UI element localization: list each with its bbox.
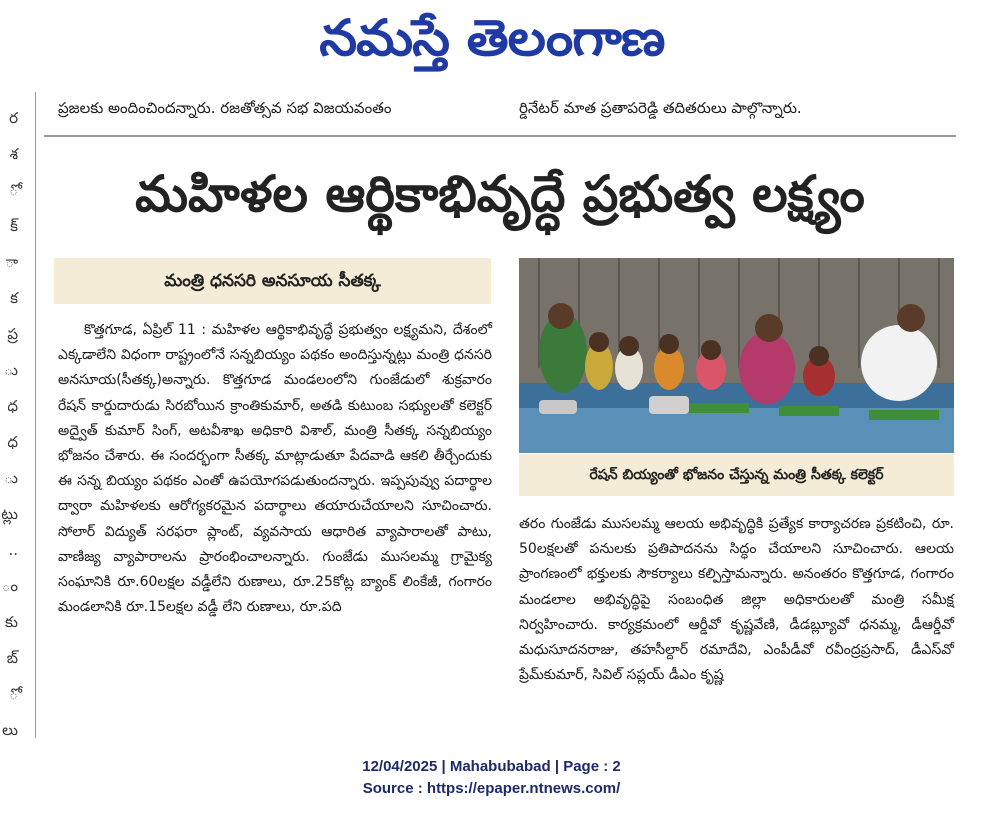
clipped-glyph: శ — [9, 145, 18, 163]
edition-info: 12/04/2025 | Mahabubabad | Page : 2 — [362, 758, 621, 775]
previous-article-line-left: ప్రజలకు అందించిందన్నారు. రజతోత్సవ సభ విజయవంతం — [58, 99, 392, 117]
clipped-glyph: క్ — [10, 217, 18, 235]
clipped-glyph: ట్లు — [1, 505, 18, 523]
article-headline: మహిళల ఆర్థికాభివృద్ధే ప్రభుత్వ లక్ష్యం — [135, 165, 865, 223]
clipped-glyph: .. — [8, 541, 18, 559]
page-footer — [0, 756, 983, 800]
clipped-glyph: బ్ — [6, 649, 18, 667]
clipped-glyph: ధ — [7, 433, 18, 451]
article-body-left: కొత్తగూడ, ఏప్రిల్ 11 : మహిళల ఆర్థికాభివృద్ధే ప్రభుత్వం లక్ష్యమని, దేశంలో ఎక్కడాలేని విధంగా రాష్ట్రంలోనే సన్నబియ్యం పథకం అందిస్తున్నట్లు మంత్రి ధనసరి అనసూయ(సీతక్క)అన్నారు. కొత్తగూడ మండలంలోని గుంజేడులో శుక్రవారం రేషన్ కార్డుదారుడు సిరబోయిన క్రాంతికుమార్, అతడి కుటుంబ సభ్యులతో కలెక్టర్ అద్వైత్ కుమార్ సింగ్, అటవీశాఖ అధికారి విశాల్, మంత్రి సీతక్క సన్నబియ్యం భోజనం చేశారు. ఈ సందర్భంగా సీతక్క మాట్లాడుతూ పేదవాడి ఆకలి తీర్చేందుకు ఈ సన్న బియ్యం పథకం ఎంతో ఉపయోగపడుతుందన్నారు. ఇప్పపువ్వు పదార్థాల ద్వారా మహిళలకు ఆరోగ్యకరమైన పదార్థాలు తయారుచేయాలని సూచించారు. సోలార్ విద్యుత్ సరఫరా ప్లాంట్, వ్యవసాయ ఆధారిత వ్యాపారాలతో పాటు, వాణిజ్య వ్యాపారాలను ప్రారంభించాలన్నారు. గుంజేడు ముసలమ్మ గ్రామైక్య సంఘానికి రూ.60లక్షల వడ్డీలేని రుణాలు, రూ.25కోట్ల బ్యాంక్ లింకేజీ, గంగారం మండలానికి రూ.15లక్షల వడ్డీ లేని రుణాలు, రూ.పది — [58, 322, 492, 616]
clipped-glyph: ప్ర — [7, 325, 18, 343]
clipped-glyph: కు — [4, 613, 18, 631]
clipped-glyph: ు — [4, 361, 18, 379]
clipped-glyph: ో — [9, 181, 18, 199]
article-photo — [519, 258, 954, 453]
clipped-glyph: ా — [5, 253, 18, 271]
clipped-glyph: లు — [2, 721, 18, 739]
clipped-glyph: ో — [9, 685, 18, 703]
photo-illustration — [519, 258, 954, 453]
clipped-glyph: ర — [9, 109, 18, 127]
photo-caption: రేషన్ బియ్యంతో భోజనం చేస్తున్న మంత్రి సీతక్క కలెక్టర్ — [519, 454, 954, 496]
article-byline: మంత్రి ధనసరి అనసూయ సీతక్క — [54, 258, 491, 304]
clipped-glyph: ం — [1, 577, 18, 595]
previous-column-fragment — [0, 108, 22, 739]
newspaper-page — [0, 78, 983, 738]
source-link[interactable]: Source : https://epaper.ntnews.com/ — [362, 780, 621, 797]
previous-article-line-right: ర్డినేటర్ మాత ప్రతాపరెడ్డి తదితరులు పాల్గొన్నారు. — [519, 99, 802, 117]
masthead — [0, 0, 983, 78]
clipped-glyph: ు — [4, 469, 18, 487]
clipped-glyph: క — [10, 289, 18, 307]
column-divider — [35, 92, 36, 738]
clipped-glyph: ధ — [7, 397, 18, 415]
section-divider — [44, 135, 956, 137]
newspaper-logo: నమస్తే తెలంగాణ — [318, 9, 665, 67]
article-body-right: తరం గుంజేడు ముసలమ్మ ఆలయ అభివృద్ధికి ప్రత్యేక కార్యాచరణ ప్రకటించి, రూ. 50లక్షలతో పనులకు ప్రతిపాదనను సిద్ధం చేయాలని సూచించారు. ఆలయ ప్రాంగణంలో భక్తులకు సౌకర్యాలు కల్పిస్తామన్నారు. అనంతరం కొత్తగూడ, గంగారం మండలాల అభివృద్ధిపై సంబంధిత జిల్లా అధికారులతో మంత్రి సమీక్ష నిర్వహించారు. కార్యక్రమంలో ఆర్డీవో కృష్ణవేణి, డీడబ్ల్యూవో ధనమ్మ, డీఆర్డీవో మధుసూదనరాజు, తహసీల్దార్ రమాదేవి, ఎంపీడీవో రవీంద్రప్రసాద్, డీఎస్‌వో ప్రేమ్‌కుమార్, సివిల్ సప్లయ్ డీఎం కృష్ణ — [519, 516, 954, 684]
